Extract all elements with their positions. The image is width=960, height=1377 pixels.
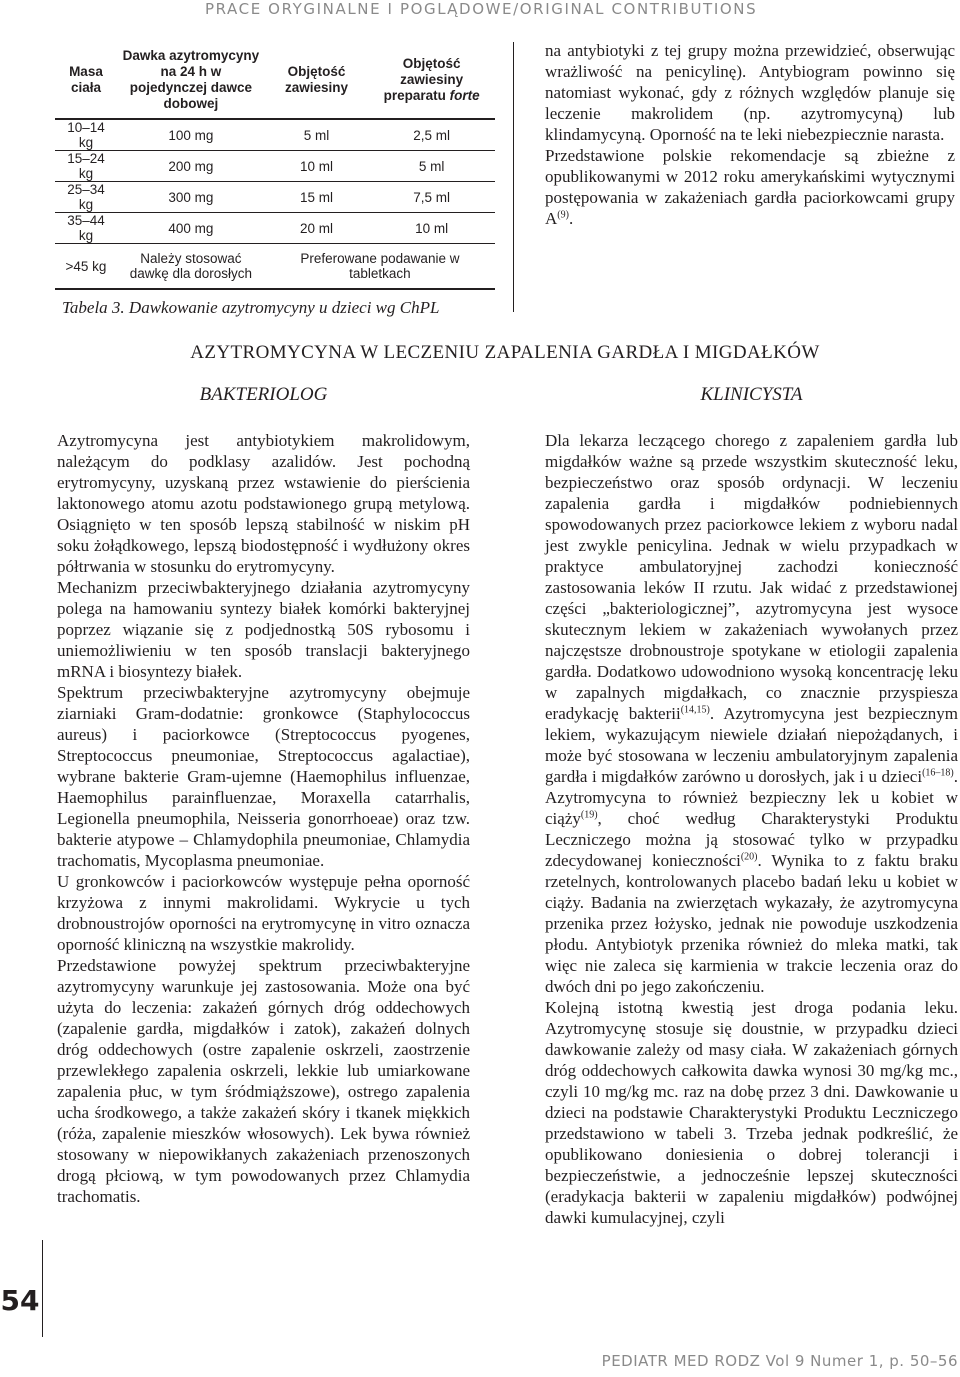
right-column-heading: KLINICYSTA — [700, 384, 803, 405]
table-row — [55, 119, 495, 151]
cell-mass: 25–34 kg — [55, 182, 117, 213]
cell-note: Preferowane podawanie w tabletkach — [265, 244, 495, 290]
cell-volume: 20 ml — [265, 213, 368, 244]
cell-dose: 400 mg — [117, 213, 265, 244]
col-header-volume: Objętość zawiesiny — [265, 42, 368, 119]
cell-mass: 10–14 kg — [55, 119, 117, 151]
cell-dose: 300 mg — [117, 182, 265, 213]
paragraph: Przedstawione polskie rekomendacje są zbieżne z opublikowanymi w 2012 roku amerykańskimi wytycznymi postępowania w zakażeniach gardła paciorkowcami grupy $A^{(9)}$. — [545, 146, 955, 228]
cell-volume-forte: 7,5 ml — [368, 182, 495, 213]
paragraph: Mechanizm przeciwbakteryjnego działania azytromycyny polega na hamowaniu syntezy białek komórki bakteryjnej poprzez wiązanie się z podjednostką 50S rybosomu i uniemożliwieniu w ten sposób translacji bakteryjnego mRNA i biosyntezy białek. — [57, 578, 470, 681]
paragraph: U gronkowców i paciorkowców występuje pełna oporność krzyżowa z innymi makrolidami. Wykrycie u tych drobnoustrojów oporności na erytromycynę in vitro oznacza oporność kliniczną na wszystkie makrolidy. — [57, 872, 470, 954]
table-row — [55, 244, 495, 290]
right-column-text — [545, 430, 958, 1228]
table-row — [55, 182, 495, 213]
dosage-table — [55, 42, 495, 290]
paragraph: Spektrum przeciwbakteryjne azytromycyny obejmuje ziarniaki Gram-dodatnie: gronkowce (Staphylococcus aureus) i paciorkowce (Streptococcus pyogenes, Streptococcus pneumoniae, Streptococcus agalactiae), wybrane bakterie Gram-ujemne (Haemophilus influenzae, Haemophilus parainfluenzae, Moraxella catarrhalis, Legionella pneumophila, Neisseria gonorrhoeae) oraz tzw. bakterie atypowe – Chlamydophila pneumoniae, Chlamydia trachomatis, Mycoplasma pneumoniae. — [57, 683, 470, 870]
left-column-heading: BAKTERIOLOG — [199, 384, 328, 405]
table-caption: Tabela 3. Dawkowanie azytromycyny u dzieci wg ChPL — [62, 298, 440, 317]
col-header-mass: Masa ciała — [55, 42, 117, 119]
cell-mass: 35–44 kg — [55, 213, 117, 244]
cell-dose: 100 mg — [117, 119, 265, 151]
cell-volume: 5 ml — [265, 119, 368, 151]
cell-volume-forte: 10 ml — [368, 213, 495, 244]
cell-volume-forte: 2,5 ml — [368, 119, 495, 151]
col-header-volume-forte: Objętość zawiesiny preparatu forte — [368, 42, 495, 119]
table-row — [55, 213, 495, 244]
section-title: AZYTROMYCYNA W LECZENIU ZAPALENIA GARDŁA I MIGDAŁKÓW — [190, 342, 820, 363]
left-column-text — [57, 430, 470, 1207]
paragraph: Dla lekarza leczącego chorego z zapaleniem gardła lub migdałków ważne są przede wszystkim skuteczność leku, bezpieczeństwo oraz sposób ordynacji. W leczeniu zapalenia gardła i migdałków podniebiennych spowodowanych przez paciorkowce lekiem z wyboru nadal jest zwykle penicylina. Jednak w wielu przypadkach w praktyce ambulatoryjnej zachodzi konieczność zastosowania leków II rzutu. Jak widać z przedstawionej części „bakteriologicznej”, azytromycyna jest wysoce skutecznym lekiem w zakażeniach wywołanych przez najczęstsze drobnoustroje spotykane w etiologii zapalenia gardła. Dodatkowo udowodniono wysoką koncentrację leku w zapalnych migdałkach, co znacznie przyspiesza eradykację bakterii$^{(14,15)}$. Azytromycyna jest bezpiecznym lekiem, wykazującym niewiele działań niepożądanych, i może być stosowana w leczeniu ambulatoryjnym zapalenia gardła i migdałków zarówno u dorosłych, jak i u dzieci$^{(16-18)}$. Azytromycyna to również bezpieczny lek u kobiet w ciąży$^{(19)}$, choć według Charakterystyki Produktu Leczniczego można ją stosować tylko w przypadku zdecydowanej konieczności$^{(20)}$. Wynika to z faktu braku rzetelnych, kontrolowanych placebo badań leku u kobiet w ciąży. Badania na zwierzętach wykazały, że azytromycyna przenika przez łożysko, jednak nie powoduje uszkodzenia płodu. Antybiotyk przenika również do mleka matki, tak więc nie zaleca się karmienia w trakcie leczenia oraz do dwóch dni po jego zakończeniu. — [545, 431, 958, 996]
cell-dose: 200 mg — [117, 151, 265, 182]
paragraph: Kolejną istotną kwestią jest droga podania leku. Azytromycynę stosuje się doustnie, w przypadku dzieci dawkowanie zależy od masy ciała. W zakażeniach górnych dróg oddechowych całkowita dawka wynosi 30 mg/kg mc., czyli 10 mg/kg mc. raz na dobę przez 3 dni. Dawkowanie u dzieci na podstawie Charakterystyki Produktu Leczniczego przedstawiono w tabeli 3. Trzeba jednak podkreślić, że opublikowano doniesienia o dobrej tolerancji i bezpieczeństwie, a jednocześnie lepszej skuteczności (eradykacja bakterii w zapaleniu migdałków) podwójnej dawki kumulacyjnej, czyli — [545, 998, 958, 1227]
paragraph: Przedstawione powyżej spektrum przeciwbakteryjne azytromycyny warunkuje jej zastosowania. Może ona być użyta do leczenia: zakażeń górnych dróg oddechowych (zapalenie gardła, migdałków i zatok), zakażeń dolnych dróg oddechowych (ostre zapalenie oskrzeli, zaostrzenie przewlekłego zapalenia oskrzeli, lekkie lub umiarkowane zapalenia płuc, w tym śródmiąższowe), ostrego zapalenia ucha środkowego, a także zakażeń skóry i tkanek miękkich (róża, zapalenie mieszków włosowych). Lek bywa również stosowany w niepowikłanych zakażeniach przenoszonych drogą płciową, w tym powodowanych przez Chlamydia trachomatis. — [57, 956, 470, 1206]
running-header: PRACE ORYGINALNE I POGLĄDOWE/ORIGINAL CONTRIBUTIONS — [205, 0, 758, 18]
cell-dose: Należy stosować dawkę dla dorosłych — [117, 244, 265, 290]
cell-volume: 10 ml — [265, 151, 368, 182]
top-right-text — [545, 40, 955, 229]
col-header-dose: Dawka azytromycyny na 24 h w pojedynczej dawce dobowej — [117, 42, 265, 119]
journal-footer: PEDIATR MED RODZ Vol 9 Numer 1, p. 50–56 — [601, 1352, 958, 1370]
dosage-table-wrapper — [55, 42, 495, 290]
cell-volume-forte: 5 ml — [368, 151, 495, 182]
cell-mass: >45 kg — [55, 244, 117, 290]
column-divider — [513, 42, 514, 312]
paragraph: na antybiotyki z tej grupy można przewidzieć, obserwując wrażliwość na penicylinę). Antybiogram powinno się natomiast wykonać, gdy z różnych względów planuje się leczenie makrolidem (np. azytromycyną) lub klindamycyną. Oporność na te leki niebezpiecznie narasta. — [545, 41, 955, 144]
table-header-row — [55, 42, 495, 119]
page-number: 54 — [0, 1284, 40, 1317]
cell-mass: 15–24 kg — [55, 151, 117, 182]
table-row — [55, 151, 495, 182]
cell-volume: 15 ml — [265, 182, 368, 213]
page-number-rule — [42, 1240, 43, 1337]
paragraph: Azytromycyna jest antybiotykiem makrolidowym, należącym do podklasy azalidów. Jest pochodną erytromycyny, uzyskaną przez wstawienie do pierścienia laktonowego atomu azotu podstawionego grupą metylową. Osiągnięto w ten sposób lepszą stabilność w niskim pH soku żołądkowego, lepszą biodostępność i wydłużony okres półtrwania w stosunku do erytromycyny. — [57, 431, 470, 576]
